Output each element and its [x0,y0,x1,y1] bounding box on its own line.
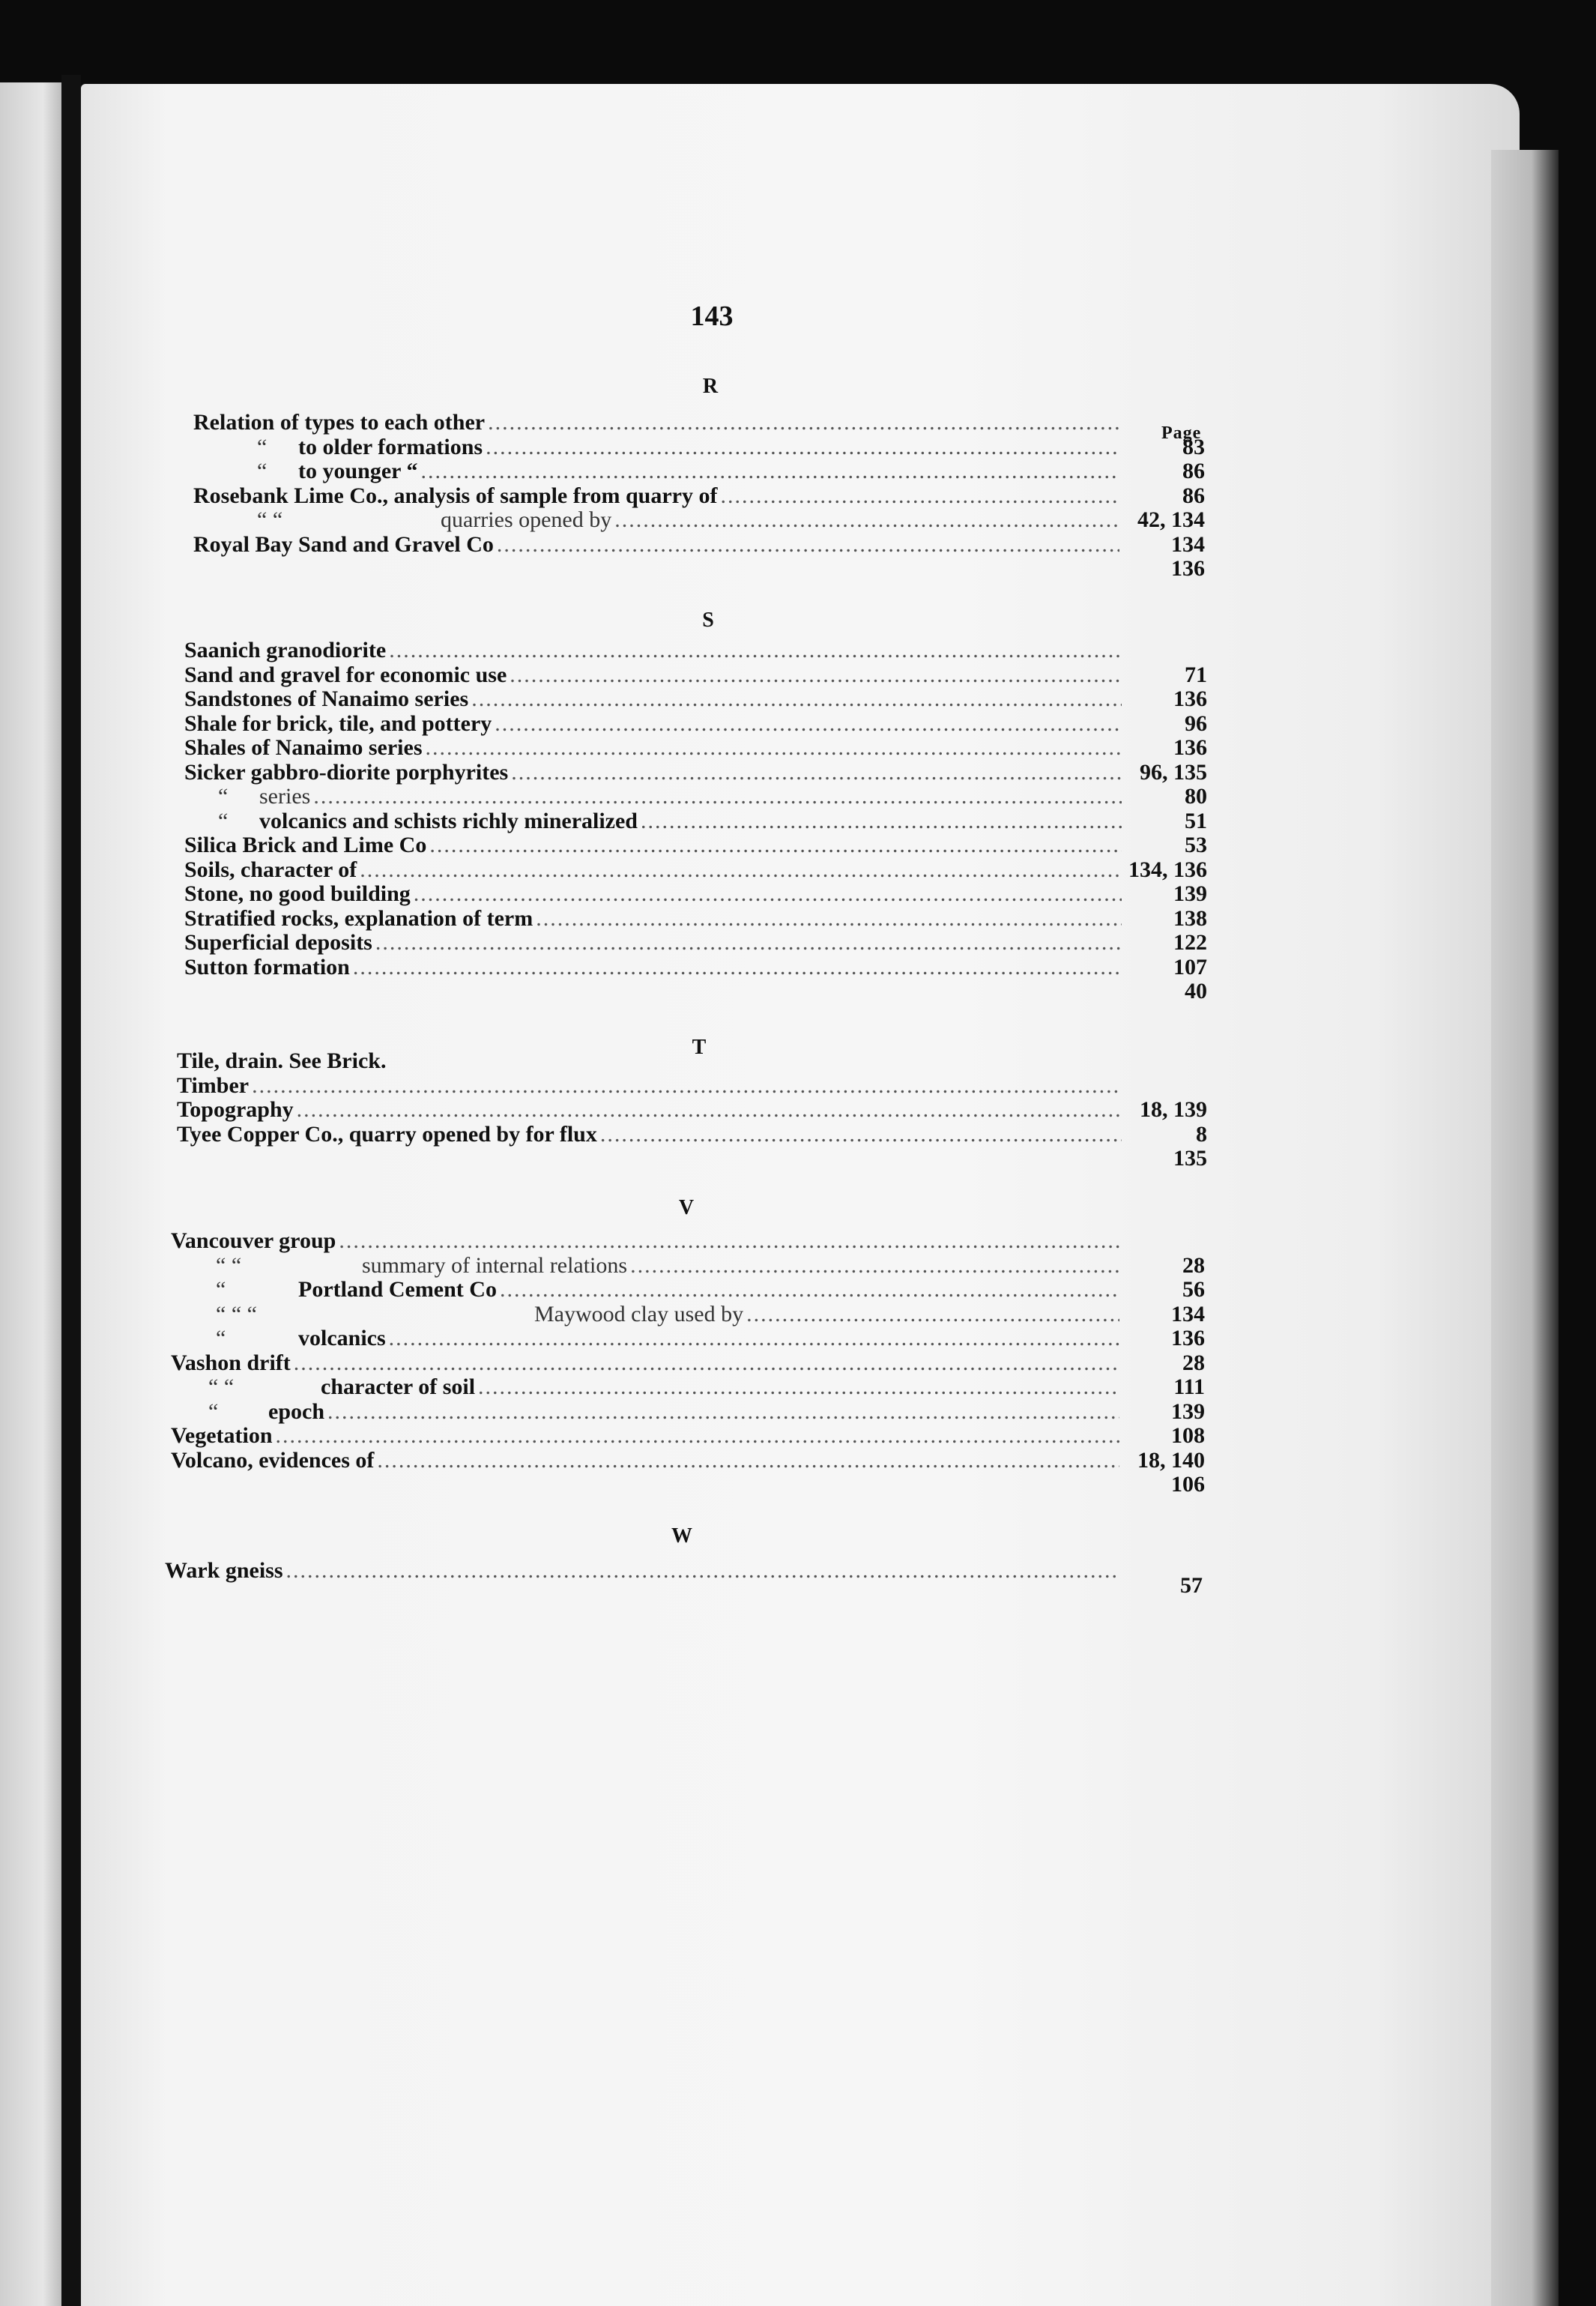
index-entry: Wark gneiss ..... 57 [165,1559,1203,1584]
index-entry-trailing-page: 136 [1171,556,1205,581]
index-entry: Timber ..... [177,1074,1207,1099]
index-entry: Sutton formation ..... 107 [184,956,1207,980]
index-entry: “ Portland Cement Co ..... 56 [171,1278,1205,1303]
index-entry: Superficial deposits ..... 122 [184,931,1207,956]
index-entry-trailing-page: 40 [1185,979,1207,1003]
index-entry: Soils, character of ..... 134, 136 [184,858,1207,883]
index-entry-trailing-page: 135 [1173,1146,1207,1171]
section-s [184,639,1207,1004]
index-entry: Silica Brick and Lime Co ..... 53 [184,833,1207,858]
page-number: 143 [690,301,734,332]
index-entry-trailing-page: 106 [1171,1472,1205,1497]
index-entry: “ volcanics ..... 136 [171,1326,1205,1351]
index-entry: Saanich granodiorite ..... [184,639,1207,663]
index-entry: “ “ “ Maywood clay used by ..... 134 [171,1303,1205,1327]
index-entry: Tyee Copper Co., quarry opened by for flux ..... 8 [177,1123,1207,1147]
section-letter-w: W [671,1524,692,1548]
index-entry: Vegetation ..... 108 [171,1424,1205,1449]
page-column-header: Page [1161,423,1202,443]
index-entry: “ series ..... 80 [184,785,1207,809]
index-entry: Volcano, evidences of ..... 18, 140 [171,1449,1205,1473]
section-r [193,411,1205,582]
section-letter-s: S [702,609,714,632]
index-entry: Shale for brick, tile, and pottery ..... 96 [184,712,1207,737]
index-entry: Stone, no good building ..... 139 [184,882,1207,907]
index-entry: Sandstones of Nanaimo series ..... 136 [184,687,1207,712]
index-entry: Sand and gravel for economic use ..... 71 [184,663,1207,688]
index-entry: “ to older formations ..... 83 [193,435,1205,460]
section-letter-r: R [702,375,719,398]
index-entry: Sicker gabbro-diorite porphyrites ..... 96, 135 [184,761,1207,785]
index-entry: “ “ quarries opened by ..... 42, 134 [193,508,1205,533]
section-letter-t: T [692,1036,707,1059]
index-entry: “ “ summary of internal relations ..... 28 [171,1254,1205,1279]
index-entry: Stratified rocks, explanation of term ..... 138 [184,907,1207,932]
index-entry: Relation of types to each other ..... [193,411,1205,435]
index-entry: “ “ character of soil ..... 111 [171,1375,1205,1400]
index-entry: “ volcanics and schists richly mineralized ..... 51 [184,809,1207,834]
index-entry: Vancouver group ..... [171,1229,1205,1254]
index-entry: Shales of Nanaimo series ..... 136 [184,736,1207,761]
section-letter-v: V [678,1196,695,1219]
section-v [171,1229,1205,1497]
index-entry: Vashon drift ..... 28 [171,1351,1205,1376]
index-entry: “ to younger “ ..... 86 [193,459,1205,484]
index-entry: Tile, drain. See Brick. [177,1048,387,1073]
index-entry: Topography ..... 18, 139 [177,1098,1207,1123]
index-entry: Rosebank Lime Co., analysis of sample from quarry of ..... 86 [193,484,1205,509]
index-entry: “ epoch ..... 139 [171,1400,1205,1425]
section-w [165,1558,1203,1598]
section-t [177,1049,1207,1171]
index-entry: Royal Bay Sand and Gravel Co ..... 134 [193,533,1205,558]
